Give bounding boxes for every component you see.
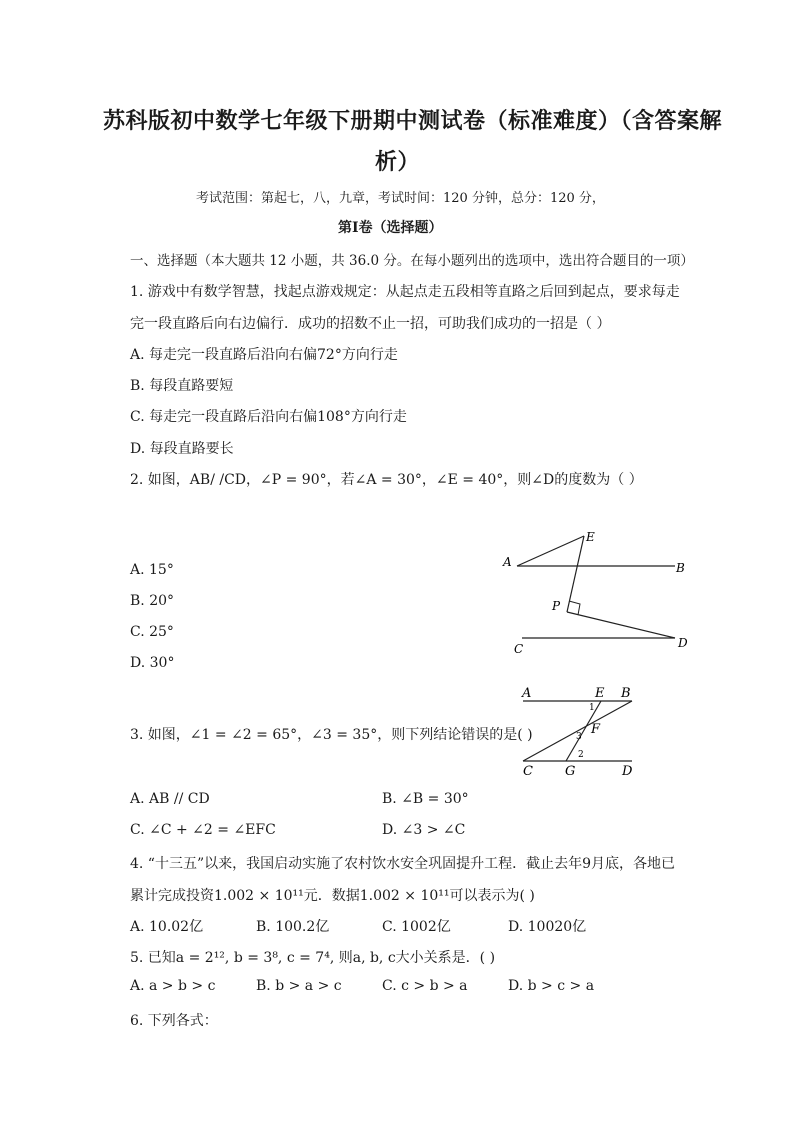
q3-label-e: E xyxy=(595,686,605,701)
q2-figure xyxy=(495,525,700,660)
q5-option-d: D. b > c > a xyxy=(508,978,595,994)
q3-label-b: B xyxy=(621,686,631,701)
q2-option-b: B. 20° xyxy=(130,593,175,609)
q2-label-p: P xyxy=(552,599,561,613)
volume-title: 第Ⅰ卷（选择题） xyxy=(338,220,443,236)
q2-label-d: D xyxy=(678,636,688,650)
q4-option-c: C. 1002亿 xyxy=(382,919,451,935)
q1-stem-line1: 1. 游戏中有数学智慧，找起点游戏规定：从起点走五段相等直路之后回到起点，要求每走 xyxy=(130,284,680,300)
q2-option-c: C. 25° xyxy=(130,624,174,640)
q3-stem: 3. 如图，∠1 = ∠2 = 65°，∠3 = 35°，则下列结论错误的是( ) xyxy=(130,727,533,743)
q4-option-b: B. 100.2亿 xyxy=(256,919,330,935)
q3-label-3: 3 xyxy=(576,732,582,742)
exam-title-line2: 析） xyxy=(375,150,421,175)
q2-option-a: A. 15° xyxy=(130,562,174,578)
q1-option-d: D. 每段直路要长 xyxy=(130,441,234,457)
q4-stem-line2: 累计完成投资1.002 × 10¹¹元．数据1.002 × 10¹¹可以表示为( ) xyxy=(130,888,535,904)
q3-option-a: A. AB // CD xyxy=(130,791,210,807)
q5-option-b: B. b > a > c xyxy=(256,978,342,994)
q3-option-c: C. ∠C + ∠2 = ∠EFC xyxy=(130,822,276,838)
q2-label-a: A xyxy=(503,555,512,569)
q3-label-g: G xyxy=(565,764,576,779)
q2-label-b: B xyxy=(676,561,685,575)
q4-option-d: D. 10020亿 xyxy=(508,919,587,935)
q2-line-ep xyxy=(567,536,584,612)
q2-label-c: C xyxy=(514,642,524,656)
q5-option-a: A. a > b > c xyxy=(130,978,216,994)
q1-option-b: B. 每段直路要短 xyxy=(130,378,234,394)
q3-label-d: D xyxy=(622,764,633,779)
q2-label-e: E xyxy=(586,530,595,544)
q2-stem: 2. 如图，AB/ /CD，∠P = 90°，若∠A = 30°，∠E = 40°，则∠D的度数为（ ） xyxy=(130,472,643,488)
q3-option-d: D. ∠3 > ∠C xyxy=(382,822,466,838)
q4-option-a: A. 10.02亿 xyxy=(130,919,204,935)
q5-stem: 5. 已知a = 2¹², b = 3⁸, c = 7⁴, 则a, b, c大小关系是．( ) xyxy=(130,950,496,966)
q3-label-1: 1 xyxy=(589,703,595,713)
q1-option-a: A. 每走完一段直路后沿向右偏72°方向行走 xyxy=(130,347,398,363)
q1-option-c: C. 每走完一段直路后沿向右偏108°方向行走 xyxy=(130,409,407,425)
exam-title-line1: 苏科版初中数学七年级下册期中测试卷（标准难度）（含答案解 xyxy=(103,109,723,134)
q1-stem-line2: 完一段直路后向右边偏行．成功的招数不止一招，可助我们成功的一招是（ ） xyxy=(130,316,611,332)
q3-label-a: A xyxy=(522,686,532,701)
q3-label-2: 2 xyxy=(578,750,584,760)
q4-stem-line1: 4. “十三五”以来，我国启动实施了农村饮水安全巩固提升工程．截止去年9月底，各地已 xyxy=(130,856,676,872)
q3-option-b: B. ∠B = 30° xyxy=(382,791,469,807)
section-heading: 一、选择题（本大题共 12 小题，共 36.0 分。在每小题列出的选项中，选出符合题目的一项） xyxy=(130,253,694,269)
q3-figure xyxy=(515,682,645,780)
q2-line-ae xyxy=(517,536,584,566)
q6-stem: 6. 下列各式： xyxy=(130,1013,218,1029)
q3-label-f: F xyxy=(591,722,601,737)
q2-line-pd xyxy=(567,612,675,638)
exam-info: 考试范围：第起七，八，九章，考试时间：120 分钟，总分：120 分， xyxy=(196,191,605,206)
q2-option-d: D. 30° xyxy=(130,655,175,671)
q5-option-c: C. c > b > a xyxy=(382,978,468,994)
q3-label-c: C xyxy=(523,764,533,779)
